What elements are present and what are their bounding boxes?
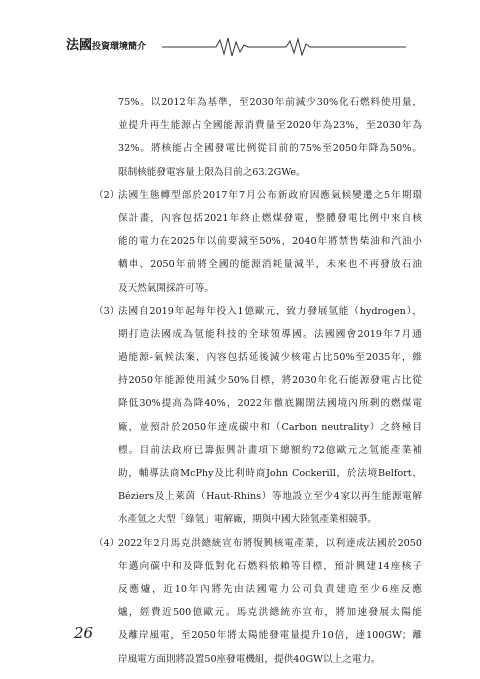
text-line: 轎車、2050年前將全國的能源消耗量減半，未來也不再發放石油 xyxy=(118,259,422,271)
text-line: 2022年2月馬克洪總統宣布將復興核電產業，以利達成法國於2050 xyxy=(118,537,422,549)
list-marker: （2） xyxy=(94,189,120,201)
text-line: 法國生態轉型部於2017年7月公布新政府因應氣候變遷之5年期環 xyxy=(118,189,422,201)
list-item-3 xyxy=(94,300,422,532)
list-marker: （3） xyxy=(94,305,120,317)
text-line: 爐，經費近500億歐元。馬克洪總統亦宣布，將加速發展太陽能 xyxy=(118,607,422,619)
text-line: 能的電力在2025年以前要減至50%，2040年將禁售柴油和汽油小 xyxy=(118,236,422,248)
text-line: Béziers及上萊茵（Haut-Rhins）等地設立至少4家以再生能源電解 xyxy=(118,491,422,503)
header-title-country: 法國 xyxy=(66,38,93,53)
text-line: 保計畫，內容包括2021年終止燃煤發電，整體發電比例中來自核 xyxy=(118,212,422,224)
text-line: 期打造法國成為氫能科技的全球領導國。法國國會2019年7月通 xyxy=(118,328,422,340)
text-line: 年邁向碳中和及降低對化石燃料依賴等目標，預計興建14座核子 xyxy=(118,560,422,572)
text-line: 限制核能發電容量上限為目前之63.2GWe。 xyxy=(118,166,306,178)
body-text xyxy=(94,91,422,671)
text-line: 過能源-氣候法案，內容包括延後減少核電占比50%至2035年，維 xyxy=(118,352,422,364)
text-line: 岸風電方面則將設置50座發電機組，提供40GW以上之電力。 xyxy=(118,653,381,665)
text-line: 法國自2019年起每年投入1億歐元，致力發展氫能（hydrogen）， xyxy=(118,305,422,317)
page-number: 26 xyxy=(74,624,94,642)
list-item-4 xyxy=(94,532,422,671)
header-title xyxy=(66,37,146,54)
list-marker: （4） xyxy=(94,537,120,549)
text-line: 標。目前法政府已籌振興計畫項下總額約72億歐元之氫能產業補 xyxy=(118,444,422,456)
text-line: 及離岸風電，至2050年將太陽能發電量提升10倍，達100GW；離 xyxy=(118,630,422,642)
text-line: 75%。以2012年為基準，至2030年前減少30%化石燃料使用量， xyxy=(118,97,422,108)
intro-paragraph xyxy=(118,91,422,184)
header-title-subtitle: 投資環境簡介 xyxy=(92,42,147,52)
text-line: 反應爐，近10年內將先由法國電力公司負責建造至少6座反應 xyxy=(118,583,422,595)
text-line: 降低30%提高為降40%，2022年徹底關閉法國境內所剩的燃煤電 xyxy=(118,398,422,410)
text-line: 並提升再生能源占全國能源消費量至2020年為23%，至2030年為 xyxy=(118,120,422,132)
text-line: 持2050年能源使用減少50%目標，將2030年化石能源發電占比從 xyxy=(118,375,422,387)
text-line: 助，輔導法商McPhy及比利時商John Cockerill，於法境Belfort、 xyxy=(118,468,422,479)
text-line: 廠，並預計於2050年達成碳中和（Carbon neutrality）之終極目 xyxy=(118,421,422,433)
text-line: 水產氫之大型「綠氫」電解廠，期與中國大陸氫產業相競爭。 xyxy=(118,514,378,526)
text-line: 及天然氣開採許可等。 xyxy=(118,282,214,294)
text-line: 32%。將核能占全國發電比例從目前的75%至2050年降為50%。 xyxy=(118,143,422,155)
list-item-2 xyxy=(94,184,422,300)
running-header xyxy=(66,34,406,58)
